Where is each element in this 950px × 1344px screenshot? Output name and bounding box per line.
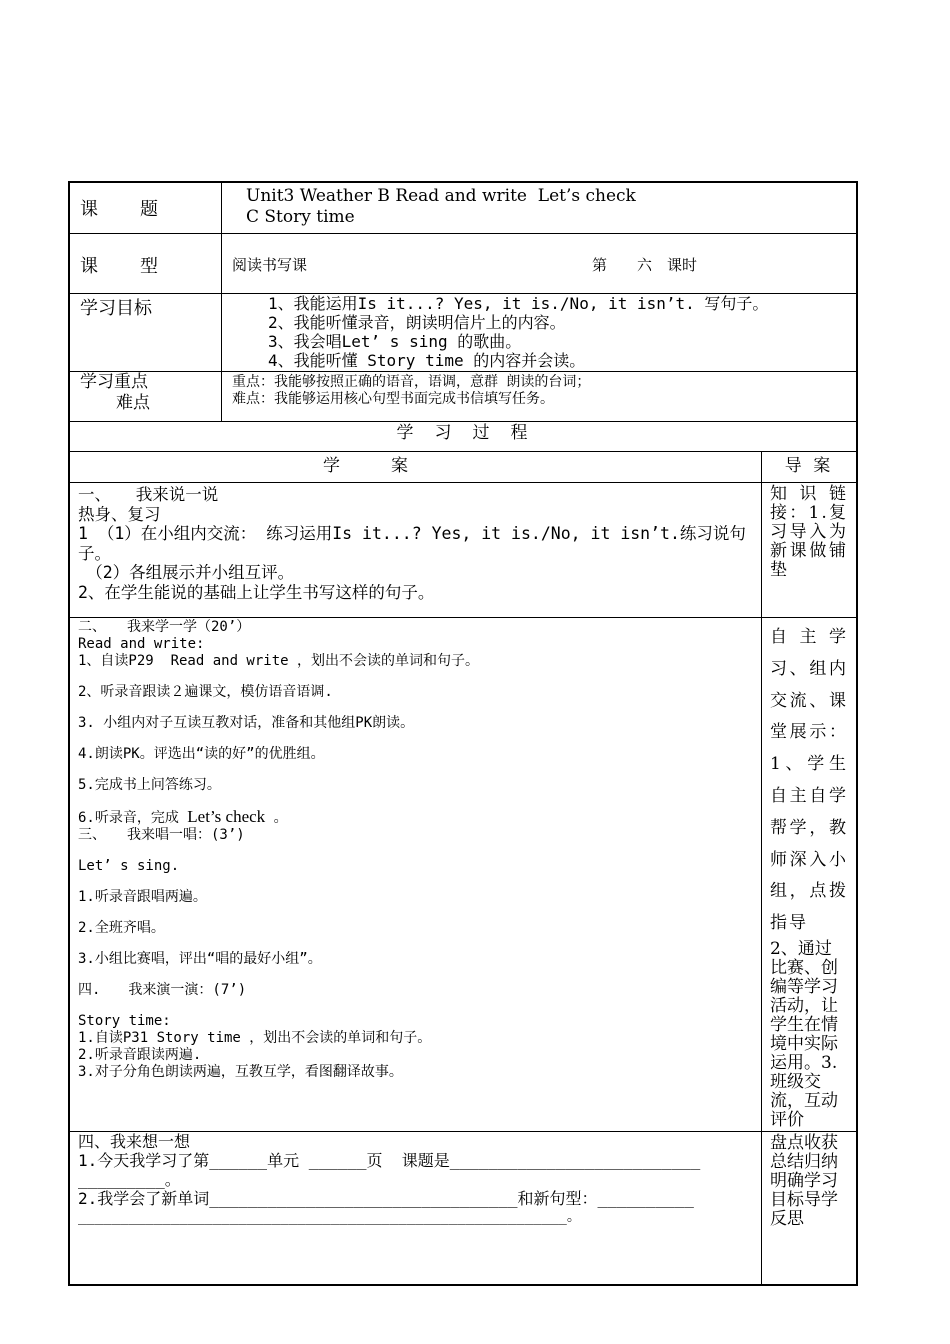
- section-3-guide: 盘点收获总结归纳明确学习目标导学反思: [770, 1133, 838, 1229]
- sing-step: 3.小组比赛唱，评出“唱的最好小组”。: [78, 951, 322, 967]
- section-2-guide-b: 2、通过比赛、创编等学习活动，让学生在情境中实际运用。3.班级交流，互动评价: [770, 938, 838, 1130]
- key-points-value: [222, 372, 856, 421]
- sing-heading: 三、 我来唱一唱：(3’): [78, 827, 245, 843]
- type-value: 阅读书写课: [232, 256, 308, 274]
- section-1-line: 2、在学生能说的基础上让学生书写这样的句子。: [78, 582, 435, 602]
- key-points-row: [68, 371, 858, 421]
- section-1-line: 热身、复习: [78, 504, 161, 524]
- sing-sub: Let’ s sing.: [78, 858, 180, 874]
- section-2-guide-a: 自主学习、组内交流、课堂展示：1、学生自主自学帮学，教师深入小组，点拨指导: [770, 627, 848, 934]
- section-2-row: [68, 617, 858, 1131]
- learn-step-6: [78, 808, 755, 827]
- section-2-guide: [762, 618, 856, 1131]
- process-title: 学 习 过 程: [396, 423, 530, 443]
- type-row: [68, 233, 858, 293]
- learn-step: 4.朗读PK。评选出“读的好”的优胜组。: [78, 746, 325, 762]
- reflect-heading: 四、我来想一想: [78, 1132, 191, 1151]
- learn-step: 2、听录音跟读２遍课文，模仿语音语调.: [78, 684, 333, 700]
- goal-item: 3、我会唱Let’ s sing 的歌曲。: [268, 332, 522, 351]
- act-step: 1.自读P31 Story time ，划出不会读的单词和句子。: [78, 1030, 432, 1046]
- step-6-en: Let’s check: [187, 807, 266, 826]
- section-1-heading: 一、 我来说一说: [78, 485, 219, 504]
- plan-column-header: 学 案: [70, 452, 762, 482]
- lesson-plan-table: [68, 181, 858, 1286]
- columns-header-row: [68, 451, 858, 482]
- learn-heading: 二、 我来学一学（20’）: [78, 619, 251, 635]
- goal-item: 2、我能听懂录音，朗读明信片上的内容。: [268, 313, 566, 332]
- act-step: 2.听录音跟读两遍.: [78, 1047, 202, 1063]
- key-label: 学习重点: [80, 372, 148, 392]
- act-heading: 四. 我来演一演：(7’): [78, 982, 247, 998]
- learn-step: 5.完成书上问答练习。: [78, 777, 221, 793]
- key-point-text: 重点：我能够按照正确的语音，语调，意群 朗读的台词；: [232, 374, 591, 390]
- section-1-line: 1 （1）在小组内交流： 练习运用Is it...? Yes, it is./No, it isn’t.练习说句子。: [78, 524, 746, 563]
- sing-step: 2.全班齐唱。: [78, 920, 165, 936]
- topic-line-2: C Story time: [246, 207, 355, 227]
- type-value-cell: [222, 234, 856, 293]
- type-label: 课 型: [70, 234, 222, 293]
- step-6-suffix: 。: [265, 810, 288, 826]
- goals-row: [68, 293, 858, 371]
- learn-step: 3. 小组内对子互读互教对话，准备和其他组PK朗读。: [78, 715, 415, 731]
- section-3-row: [68, 1131, 858, 1286]
- learn-step: 1、自读P29 Read and write ，划出不会读的单词和句子。: [78, 653, 480, 669]
- section-1-plan: [70, 483, 762, 617]
- process-title-row: [68, 421, 858, 451]
- topic-label: 课 题: [70, 183, 222, 233]
- sing-step: 1.听录音跟唱两遍。: [78, 889, 207, 905]
- step-6-prefix: 6.听录音，完成: [78, 810, 188, 826]
- section-1-row: [68, 482, 858, 617]
- reflect-line-2b: __________________________________________________________。: [78, 1209, 581, 1225]
- period-value: 第 六 课时: [592, 256, 698, 274]
- topic-row: [68, 181, 858, 233]
- reflect-line-1: 1.今天我学习了第______单元 ______页 课题是__________________________: [78, 1151, 701, 1170]
- goals-label: 学习目标: [70, 294, 222, 371]
- diff-point-text: 难点：我能够运用核心句型书面完成书信填写任务。: [232, 391, 554, 407]
- act-step: 3.对子分角色朗读两遍，互教互学，看图翻译故事。: [78, 1064, 403, 1080]
- goal-item: 4、我能听懂 Story time 的内容并会读。: [268, 351, 586, 370]
- topic-line-1: Unit3 Weather B Read and write Let’s check: [246, 186, 636, 206]
- learn-sub: Read and write:: [78, 636, 205, 652]
- goals-list: [222, 294, 856, 371]
- topic-value: [222, 183, 856, 233]
- diff-label: 难点: [116, 393, 150, 413]
- reflect-line-1b: _________。: [78, 1170, 181, 1189]
- reflect-line-2: 2.我学会了新单词________________________________和新句型：__________: [78, 1189, 694, 1208]
- key-points-label: [70, 372, 222, 421]
- act-sub: Story time:: [78, 1013, 171, 1029]
- section-1-line: （2）各组展示并小组互评。: [78, 563, 295, 582]
- section-2-plan: [70, 618, 762, 1131]
- goal-item: 1、我能运用Is it...? Yes, it is./No, it isn’t. 写句子。: [268, 294, 769, 313]
- section-3-plan: [70, 1132, 762, 1284]
- guide-column-header: 导 案: [784, 456, 834, 476]
- section-1-guide: 知识链接：1.复习导入为新课做铺垫: [770, 484, 848, 580]
